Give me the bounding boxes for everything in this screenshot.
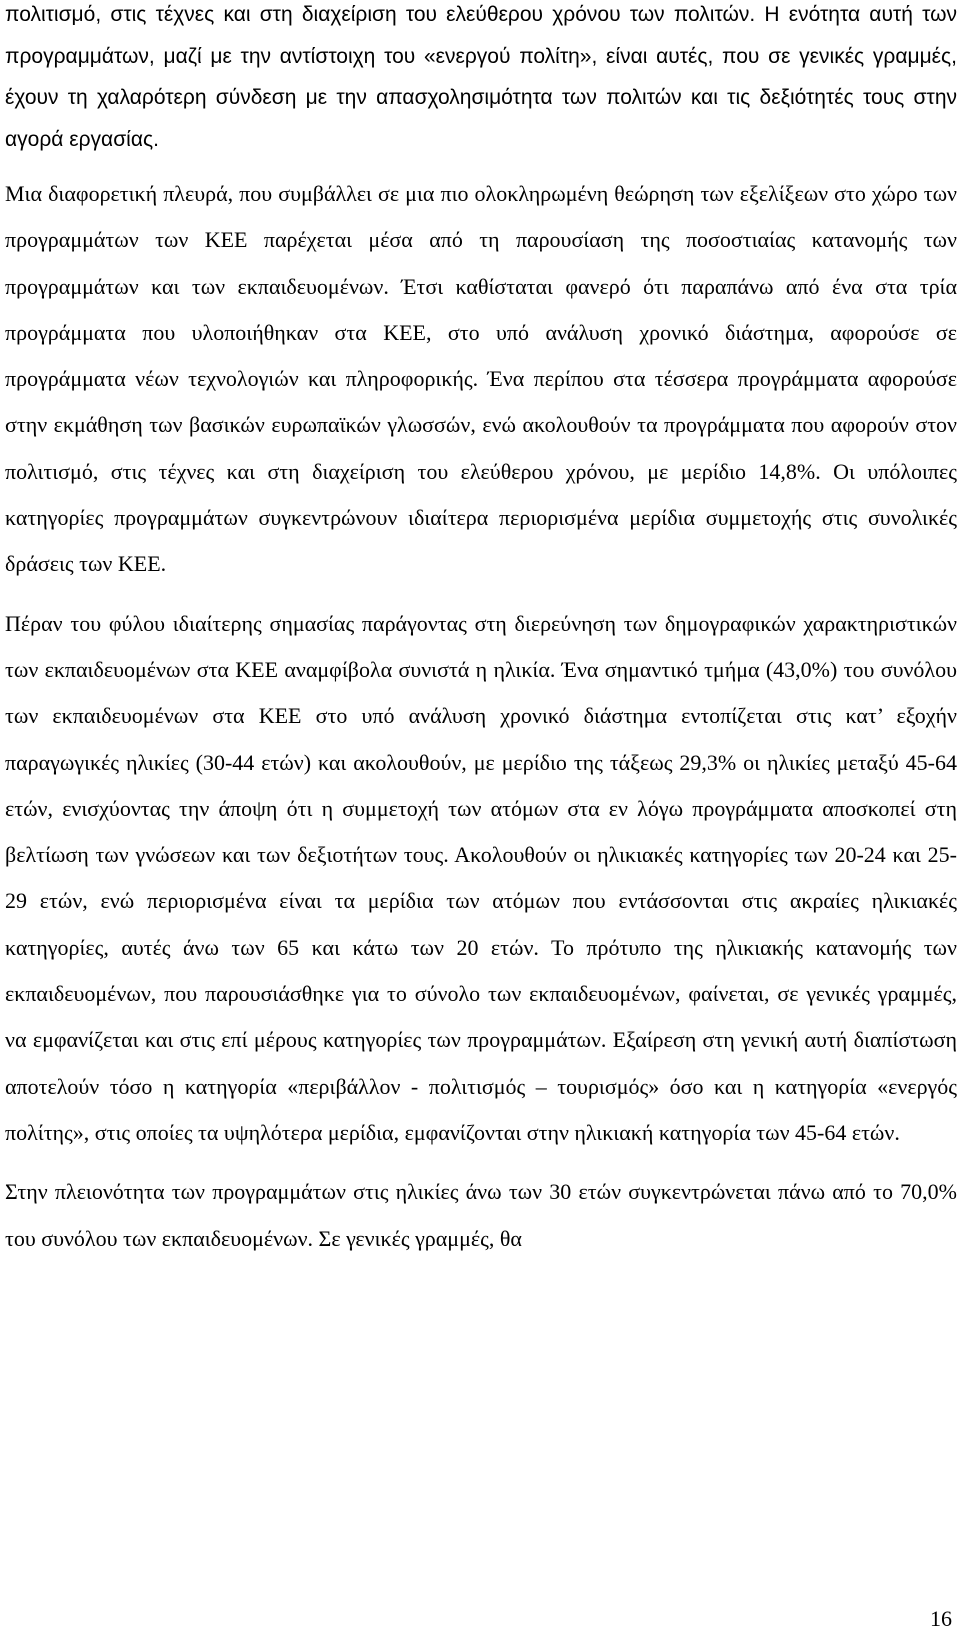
paragraph-3: Πέραν του φύλου ιδιαίτερης σημασίας παράγοντας στη διερεύνηση των δημογραφικών χαρακτηριστικών των εκπαιδευομένων στα ΚΕΕ αναμφίβολα συνιστά η ηλικία. Ένα σημαντικό τμήμα (43,0%) του συνόλου των εκπαιδευομένων στα ΚΕΕ στο υπό ανάλυση χρονικό διάστημα εντοπίζεται στις κατ’ εξοχήν παραγωγικές ηλικίες (30-44 ετών) και ακολουθούν, με μερίδιο της τάξεως 29,3% οι ηλικίες μεταξύ 45-64 ετών, ενισχύοντας την άποψη ότι η συμμετοχή των ατόμων στα εν λόγω προγράμματα αποσκοπεί στη βελτίωση των γνώσεων και των δεξιοτήτων τους. Ακολουθούν οι ηλικιακές κατηγορίες των 20-24 και 25-29 ετών, ενώ περιορισμένα είναι τα μερίδια των ατόμων που εντάσσονται στις ακραίες ηλικιακές κατηγορίες, αυτές άνω των 65 και κάτω των 20 ετών. Το πρότυπο της ηλικιακής κατανομής των εκπαιδευομένων, που παρουσιάσθηκε για το σύνολο των εκπαιδευομένων, φαίνεται, σε γενικές γραμμές, να εμφανίζεται και στις επί μέρους κατηγορίες των προγραμμάτων. Εξαίρεση στη γενική αυτή διαπίστωση αποτελούν τόσο η κατηγορία «περιβάλλον - πολιτισμός – τουρισμός» όσο και η κατηγορία «ενεργός πολίτης», στις οποίες τα υψηλότερα μερίδια, εμφανίζονται στην ηλικιακή κατηγορία των 45-64 ετών. (5, 610, 957, 1145)
document-page (5, 0, 957, 1647)
paragraph-1: πολιτισμό, στις τέχνες και στη διαχείριση του ελεύθερου χρόνου των πολιτών. Η ενότητα αυτή των προγραμμάτων, μαζί με την αντίστοιχη του «ενεργού πολίτη», είναι αυτές, που σε γενικές γραμμές, έχουν τη χαλαρότερη σύνδεση με την απασχολησιμότητα των πολιτών και τις δεξιότητές τους στην αγορά εργασίας. (5, 3, 957, 151)
paragraph-4: Στην πλειονότητα των προγραμμάτων στις ηλικίες άνω των 30 ετών συγκεντρώνεται πάνω από το 70,0% του συνόλου των εκπαιδευομένων. Σε γενικές γραμμές, θα (5, 1179, 957, 1251)
page-number: 16 (930, 1606, 952, 1631)
paragraph-2: Μια διαφορετική πλευρά, που συμβάλλει σε μια πιο ολοκληρωμένη θεώρηση των εξελίξεων στο χώρο των προγραμμάτων των ΚΕΕ παρέχεται μέσα από τη παρουσίαση της ποσοστιαίας κατανομής των προγραμμάτων και των εκπαιδευομένων. Έτσι καθίσταται φανερό ότι παραπάνω από ένα στα τρία προγράμματα που υλοποιήθηκαν στα ΚΕΕ, στο υπό ανάλυση χρονικό διάστημα, αφορούσε σε προγράμματα νέων τεχνολογιών και πληροφορικής. Ένα περίπου στα τέσσερα προγράμματα αφορούσε στην εκμάθηση των βασικών ευρωπαϊκών γλωσσών, ενώ ακολουθούν τα προγράμματα που αφορούν στον πολιτισμό, στις τέχνες και στη διαχείριση του ελεύθερου χρόνου, με μερίδιο 14,8%. Οι υπόλοιπες κατηγορίες προγραμμάτων συγκεντρώνουν ιδιαίτερα περιορισμένα μερίδια συμμετοχής στις συνολικές δράσεις των ΚΕΕ. (5, 181, 957, 577)
